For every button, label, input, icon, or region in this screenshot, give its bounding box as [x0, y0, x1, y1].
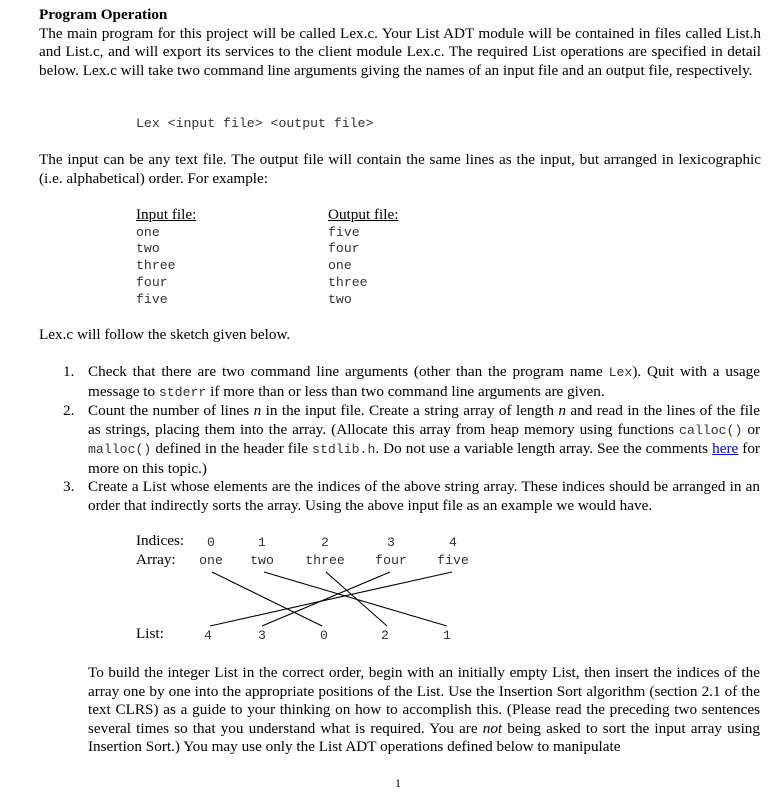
- array-cell: three: [305, 553, 345, 568]
- step-3: 3. Create a List whose elements are the indices of the above string array. These indices should be arranged in an order that indirectly sorts the array. Using the above input file as an example we would have.: [63, 478, 760, 514]
- array-cell: one: [199, 553, 223, 568]
- usage-line: Lex <input file> <output file>: [136, 116, 374, 131]
- index-cell: 0: [207, 535, 215, 550]
- page-number: 1: [395, 776, 401, 790]
- input-line: one: [136, 224, 160, 240]
- input-line: five: [136, 291, 168, 307]
- index-cell: 3: [387, 535, 395, 550]
- indices-label: Indices:: [136, 532, 185, 549]
- map-line-one: [212, 572, 322, 626]
- final-paragraph: To build the integer List in the correct order, begin with an initially empty List, then insert the indices of the array one by one into the appropriate positions of the List. Use the Insertion Sort algorithm (section 2.1 of the text CLRS) as a guide to your thinking on how to accomplish this. (Please read the preceding two sentences several times so that you understand what is required. You are not being asked to sort the input array using Insertion Sort.) You may use only the List ADT operations defined below to manipulate: [88, 664, 760, 755]
- map-line-five: [210, 572, 452, 626]
- array-cell: four: [375, 553, 407, 568]
- list-cell: 4: [204, 628, 212, 643]
- here-link[interactable]: here: [712, 440, 739, 457]
- code-stderr: stderr: [158, 384, 207, 400]
- step-1: 1. Check that there are two command line arguments (other than the program name Lex). Quit with a usage message to stderr if more than or less than two command line arguments are given.: [63, 363, 760, 400]
- output-line: four: [328, 241, 360, 257]
- input-line: four: [136, 274, 168, 290]
- array-cell: two: [250, 553, 274, 568]
- list-cell: 0: [320, 628, 328, 643]
- section-title: Program Operation: [39, 6, 168, 23]
- output-line: five: [328, 224, 360, 240]
- example-paragraph: The input can be any text file. The output file will contain the same lines as the input, but arranged in lexicographic (i.e. alphabetical) order. For example:: [39, 151, 761, 187]
- index-cell: 2: [321, 535, 329, 550]
- intro-paragraph: The main program for this project will be called Lex.c. Your List ADT module will be contained in files called List.h and List.c, and will export its services to the client module Lex.c. The required List operations are specified in detail below. Lex.c will take two command line arguments giving the names of an input file and an output file, respectively.: [39, 24, 761, 79]
- code-calloc: calloc(): [679, 422, 743, 438]
- index-cell: 1: [258, 535, 266, 550]
- output-line: two: [328, 291, 352, 307]
- output-line: three: [328, 274, 368, 290]
- sketch-intro: Lex.c will follow the sketch given below.: [39, 326, 291, 343]
- map-line-four: [262, 572, 390, 626]
- map-line-two: [264, 572, 447, 626]
- input-file-header: Input file:: [136, 206, 197, 223]
- output-line: one: [328, 258, 352, 274]
- array-cell: five: [437, 553, 469, 568]
- input-line: three: [136, 258, 176, 274]
- array-label: Array:: [136, 551, 176, 568]
- list-cell: 2: [381, 628, 389, 643]
- code-stdlib: stdlib.h: [312, 442, 376, 457]
- input-line: two: [136, 241, 160, 257]
- list-cell: 1: [443, 628, 451, 643]
- code-malloc: malloc(): [88, 442, 152, 457]
- map-line-three: [326, 572, 387, 626]
- output-file-header: Output file:: [328, 206, 399, 223]
- list-cell: 3: [258, 628, 266, 643]
- list-label: List:: [136, 625, 164, 642]
- code-lex: Lex: [608, 365, 633, 380]
- index-cell: 4: [449, 535, 457, 550]
- step-2: 2. Count the number of lines n in the input file. Create a string array of length n and read in the lines of the file as strings, placing them into the array. (Allocate this array from heap memory using functions calloc() or malloc() defined in the header file stdlib.h. Do not use a variable length array. See the comments here for more on this topic.): [63, 402, 761, 477]
